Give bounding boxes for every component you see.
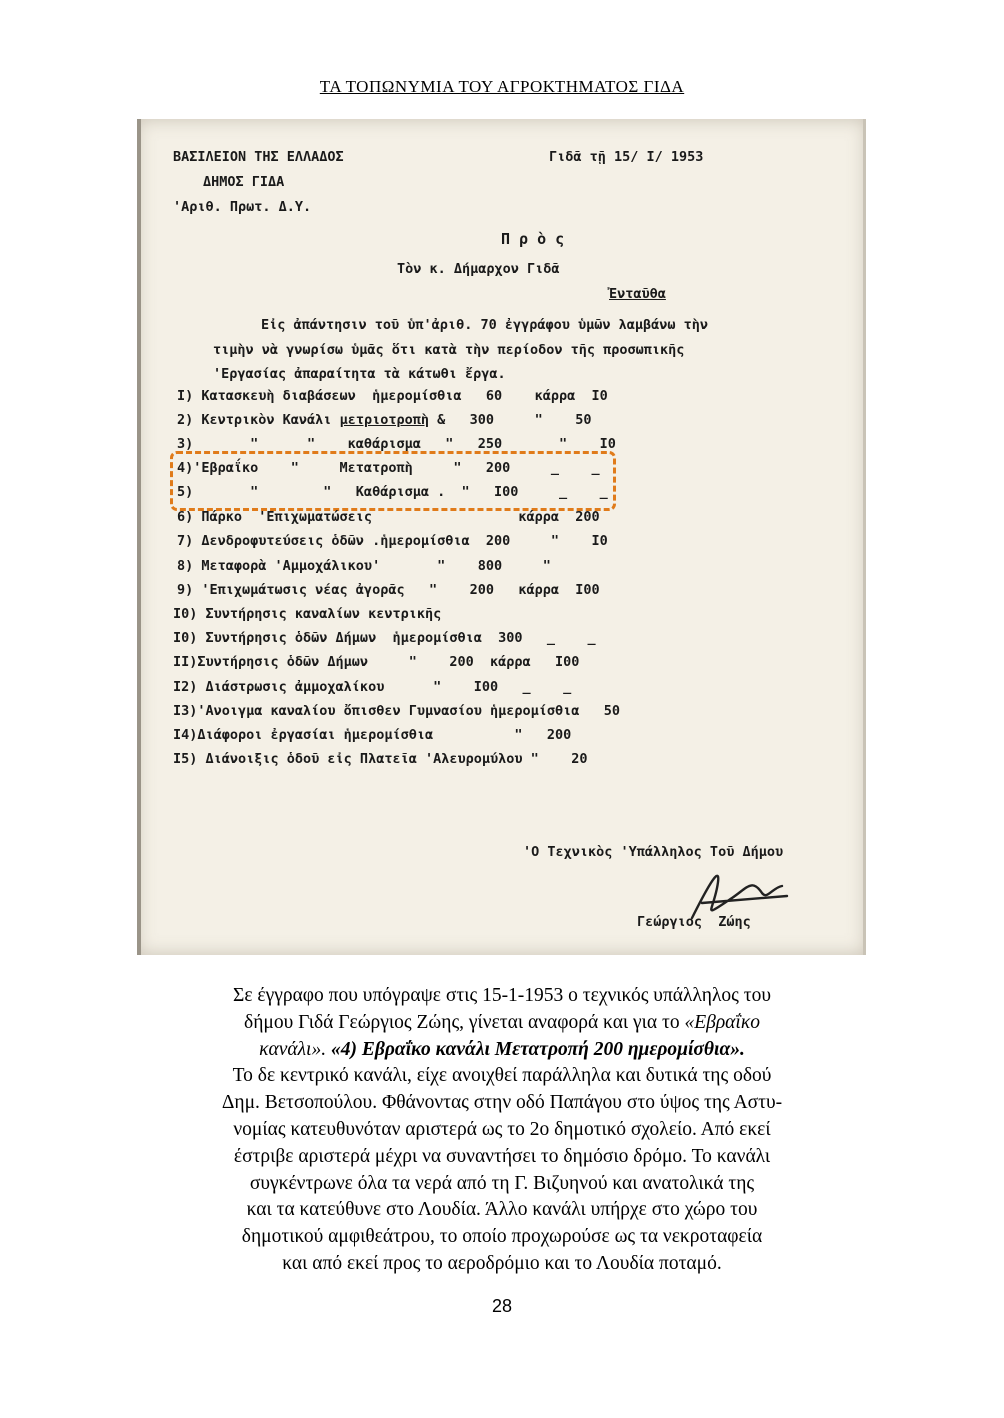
list-item-text: & 300 " 50 <box>428 412 592 428</box>
caption-line: και τα κατεύθυνε στο Λουδία. Άλλο κανάλι υπήρχε στο χώρο του <box>246 1199 758 1221</box>
caption-line: και από εκεί προς το αεροδρόμιο και το Λουδία ποταμό. <box>282 1252 722 1274</box>
list-item: Ι5) Διάνοιξις ὁδοῦ εἰς Πλατεῖα 'Αλευρομύλου " 20 <box>173 751 588 767</box>
caption-line: Το δε κεντρικό κανάλι, είχε ανοιχθεί παράλληλα και δυτικά της οδού <box>232 1065 772 1087</box>
intro-line: Εἰς ἀπάντησιν τοῦ ὑπ'ἀριθ. 70 ἐγγράφου ὑμῶν λαμβάνω τὴν <box>261 317 709 333</box>
highlight-box <box>170 451 616 511</box>
scan-edge <box>863 119 866 955</box>
caption-quote: «Εβραΐκο <box>684 1011 760 1033</box>
list-item-text: 2) Κεντρικὸν Κανάλι <box>177 412 332 428</box>
list-item: Ι3)'Ανοιγμα καναλίου ὄπισθεν Γυμνασίου ἡμερομίσθια 50 <box>173 703 621 719</box>
signatory-name: Γεώργιος Ζώης <box>637 914 751 930</box>
list-item: 8) Μεταφορὰ 'Αμμοχάλικου' " 800 " <box>177 558 551 574</box>
place: Ἐνταῦθα <box>609 286 666 302</box>
scanned-document <box>137 119 866 955</box>
municipality: ΔΗΜΟΣ ΓΙΔΑ <box>203 174 285 190</box>
to-heading: Π ρ ὸ ς <box>501 230 565 248</box>
protocol-number: 'Αριθ. Πρωτ. Δ.Υ. <box>173 199 312 215</box>
issuer: ΒΑΣΙΛΕΙΟΝ ΤΗΣ ΕΛΛΑΔΟΣ <box>173 149 344 165</box>
running-header <box>0 77 1004 97</box>
list-item: 7) Δενδροφυτεύσεις ὁδῶν .ἡμερομίσθια 200 " Ι0 <box>177 533 608 549</box>
caption-line <box>95 1037 909 1064</box>
caption-line: Δημ. Βετσοπούλου. Φθάνοντας στην οδό Παπάγου στο ύψος της Αστυ- <box>221 1092 783 1114</box>
caption-text: δήμου Γιδά Γεώργιος Ζώης, γίνεται αναφορά και για το <box>244 1011 685 1033</box>
list-item-highlighted: 5) " " Καθάρισμα . " Ι00 _ _ <box>177 484 608 500</box>
signatory-title: 'Ο Τεχνικὸς 'Υπάλληλος Τοῦ Δήμου <box>523 844 784 860</box>
list-item-highlighted: 4)'Εβραΐκο " Μετατροπὴ " 200 _ _ <box>177 460 600 476</box>
list-item: Ι0) Συντήρησις καναλίων κεντρικῆς <box>173 606 442 622</box>
caption-line: έστριβε αριστερά μέχρι να συναντήσει το δημόσιο δρόμο. Το κανάλι <box>233 1145 771 1167</box>
caption-line: συγκέντρωνε όλα τα νερά από τη Γ. Βιζυηνού και ανατολικά της <box>249 1172 755 1194</box>
caption <box>95 983 909 1278</box>
list-item: Ι0) Συντήρησις ὁδῶν Δήμων ἡμερομίσθια 300 _ _ <box>173 630 596 646</box>
list-item-underlined: μετριοτροπὴ <box>339 412 429 428</box>
caption-line: νομίας κατευθυνόταν αριστερά ως το 2ο δημοτικό σχολείο. Από εκεί <box>233 1118 771 1140</box>
running-title: ΤΑ ΤΟΠΩΝΥΜΙΑ ΤΟΥ ΑΓΡΟΚΤΗΜΑΤΟΣ ΓΙΔΑ <box>319 77 685 96</box>
caption-quote: κανάλι». <box>259 1038 331 1060</box>
list-item: 3) " " καθάρισμα " 250 " Ι0 <box>177 436 616 452</box>
intro-line: τιμὴν νὰ γνωρίσω ὑμᾶς ὅτι κατὰ τὴν περίοδον τῆς προσωπικῆς <box>213 342 685 358</box>
page-number: 28 <box>491 1296 513 1316</box>
caption-line: δημοτικού αμφιθεάτρου, το οποίο προχωρούσε ως τα νεκροταφεία <box>241 1226 763 1248</box>
recipient: Τὸν κ. Δήμαρχον Γιδᾶ <box>397 261 560 277</box>
list-item: ΙΙ)Συντήρησις ὁδῶν Δήμων " 200 κάρρα Ι00 <box>173 654 580 670</box>
caption-line: Σε έγγραφο που υπόγραψε στις 15-1-1953 ο τεχνικός υπάλληλος του <box>233 985 771 1006</box>
list-item: Ι2) Διάστρωσις ἀμμοχαλίκου " Ι00 _ _ <box>173 679 572 695</box>
list-item: 6) Πάρκο 'Επιχωματώσεις κάρρα 200 <box>177 509 600 525</box>
list-item: 9) 'Επιχωμάτωσις νέας ἀγορᾶς " 200 κάρρα Ι00 <box>177 582 600 598</box>
list-item: Ι4)Διάφοροι ἐργασίαι ἡμερομίσθια " 200 <box>173 727 572 743</box>
caption-citation: «4) Εβραΐκο κανάλι Μετατροπή 200 ημερομίσθια». <box>330 1038 745 1060</box>
list-item <box>177 412 592 428</box>
intro-line: 'Εργασίας ἀπαραίτητα τὰ κάτωθι ἔργα. <box>213 366 506 382</box>
document-date: Γιδᾶ τῇ 15/ Ι/ 1953 <box>549 149 704 165</box>
list-item: I) Κατασκευὴ διαβάσεων ἡμερομίσθια 60 κάρρα Ι0 <box>177 388 608 404</box>
caption-line <box>95 1010 909 1037</box>
scan-edge <box>137 119 141 955</box>
